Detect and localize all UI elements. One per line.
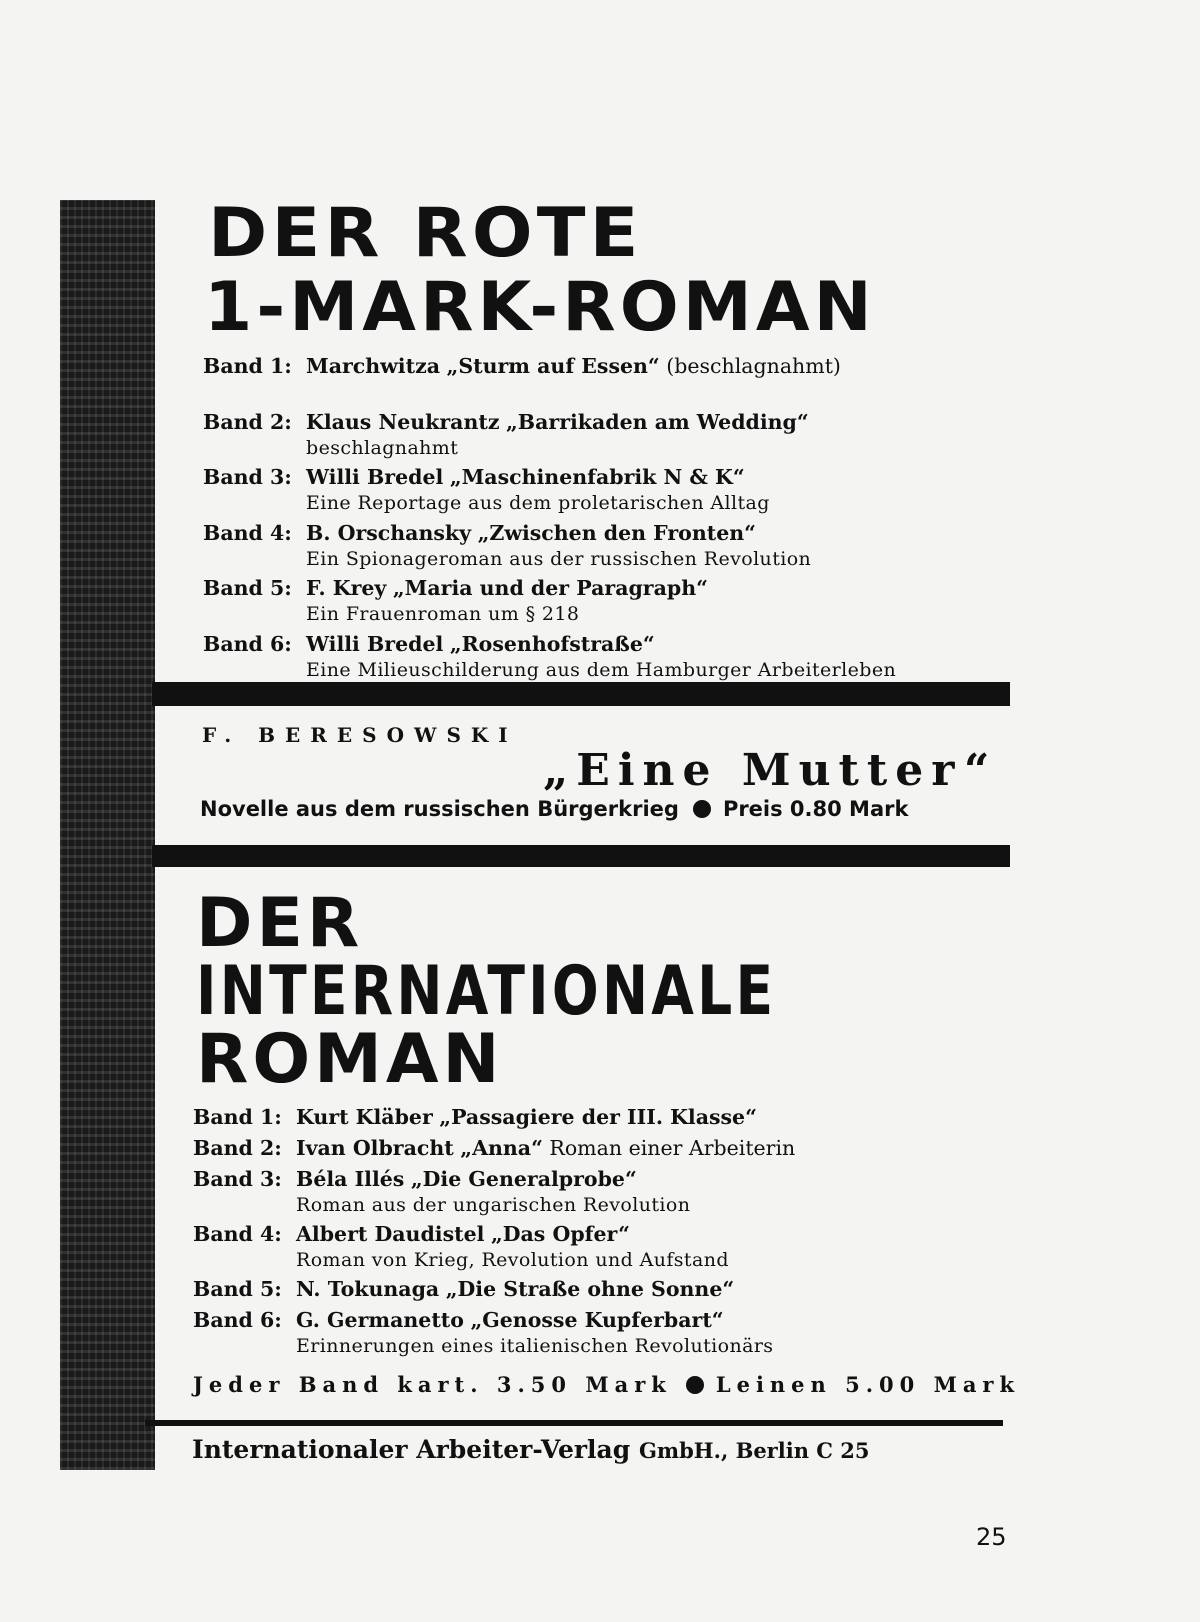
list-item <box>203 630 1013 686</box>
band-number: Band 5: <box>193 1277 282 1301</box>
section2-book-list <box>193 1103 1013 1361</box>
book-author: Marchwitza <box>306 354 440 378</box>
feature-subtitle: Novelle aus dem russischen Bürgerkrieg <box>200 797 679 821</box>
book-title: „Rosenhofstraße“ <box>449 631 655 656</box>
price-cloth: Leinen 5.00 Mark <box>715 1372 1021 1397</box>
book-author: Kurt Kläber <box>296 1105 433 1129</box>
book-description: beschlagnahmt <box>306 436 459 459</box>
band-number: Band 6: <box>193 1308 282 1332</box>
section2-heading-line2: INTERNATIONALE <box>196 952 777 1031</box>
list-item <box>203 519 1013 575</box>
book-description: Ein Frauenroman um § 218 <box>306 603 580 625</box>
list-item <box>193 1103 1013 1134</box>
book-author: F. Krey <box>306 576 387 600</box>
book-title: „Zwischen den Fronten“ <box>477 520 756 545</box>
book-description: Roman aus der ungarischen Revolution <box>296 1194 691 1216</box>
band-number: Band 1: <box>193 1105 282 1129</box>
section1-book-list <box>203 352 1013 685</box>
book-author: B. Orschansky <box>306 520 472 545</box>
book-title: „Maria und der Paragraph“ <box>392 576 708 600</box>
book-title: „Sturm auf Essen“ <box>446 354 660 378</box>
band-number: Band 4: <box>193 1222 282 1246</box>
book-author: Willi Bredel <box>306 465 444 489</box>
band-number: Band 3: <box>193 1167 282 1191</box>
section1-heading-line2: 1-MARK-ROMAN <box>204 268 876 347</box>
band-number: Band 4: <box>203 520 292 545</box>
list-item <box>203 574 1013 630</box>
publisher-name: Internationaler Arbeiter-Verlag <box>192 1435 631 1464</box>
book-title: „Barrikaden am Wedding“ <box>506 409 809 434</box>
page-number: 25 <box>976 1523 1007 1551</box>
feature-title: „Eine Mutter“ <box>543 745 998 796</box>
feature-author: F. BERESOWSKI <box>202 723 518 747</box>
book-author: Béla Illés <box>296 1167 405 1191</box>
price-line <box>193 1372 1020 1397</box>
book-author: Klaus Neukrantz <box>306 409 500 434</box>
book-title: „Anna“ <box>460 1136 543 1160</box>
publisher-line <box>192 1435 870 1464</box>
band-number: Band 3: <box>203 465 292 489</box>
book-title: „Maschinenfabrik N & K“ <box>449 465 745 489</box>
book-author: Ivan Olbracht <box>296 1136 454 1160</box>
bullet-dot-icon <box>693 800 711 818</box>
book-author: N. Tokunaga <box>296 1277 440 1301</box>
book-author: Willi Bredel <box>306 631 444 656</box>
section2-heading-line1: DER <box>196 884 364 963</box>
book-title: „Passagiere der III. Klasse“ <box>439 1105 757 1129</box>
list-item <box>193 1306 1013 1361</box>
list-item <box>203 463 1013 519</box>
book-description: Ein Spionageroman aus der russischen Revolution <box>306 547 812 570</box>
book-author: G. Germanetto <box>296 1308 464 1332</box>
bullet-dot-icon <box>686 1376 704 1394</box>
book-description: Eine Milieuschilderung aus dem Hamburger Arbeiterleben <box>306 658 897 681</box>
price-paperback: Jeder Band kart. 3.50 Mark <box>193 1372 672 1397</box>
book-description: Eine Reportage aus dem proletarischen Alltag <box>306 492 770 514</box>
section2-heading-line3: ROMAN <box>196 1020 504 1099</box>
book-note: (beschlagnahmt) <box>666 354 841 378</box>
list-item <box>193 1275 1013 1306</box>
band-number: Band 6: <box>203 631 292 656</box>
band-number: Band 2: <box>193 1136 282 1160</box>
feature-price: Preis 0.80 Mark <box>722 797 909 821</box>
decorative-side-bar <box>60 200 155 1470</box>
band-number: Band 1: <box>203 354 292 378</box>
book-title: „Genosse Kupferbart“ <box>470 1308 724 1332</box>
band-number: Band 2: <box>203 409 292 434</box>
book-title: „Das Opfer“ <box>490 1222 630 1246</box>
book-author: Albert Daudistel <box>296 1222 485 1246</box>
list-item <box>193 1220 1013 1275</box>
section1-heading-line1: DER ROTE <box>208 194 643 273</box>
divider-rule <box>152 845 1010 867</box>
list-item <box>193 1165 1013 1220</box>
band-number: Band 5: <box>203 576 292 600</box>
publisher-address: GmbH., Berlin C 25 <box>638 1438 870 1463</box>
list-item <box>203 408 1013 464</box>
feature-subtitle-line <box>200 797 908 821</box>
book-title: „Die Generalprobe“ <box>410 1167 637 1191</box>
list-item <box>193 1134 1013 1165</box>
divider-rule <box>152 682 1010 706</box>
book-title: „Die Straße ohne Sonne“ <box>445 1277 735 1301</box>
list-item <box>203 352 1013 408</box>
divider-rule <box>145 1420 1003 1426</box>
book-description: Erinnerungen eines italienischen Revolutionärs <box>296 1335 774 1357</box>
book-note: Roman einer Arbeiterin <box>549 1136 796 1160</box>
book-description: Roman von Krieg, Revolution und Aufstand <box>296 1249 729 1271</box>
